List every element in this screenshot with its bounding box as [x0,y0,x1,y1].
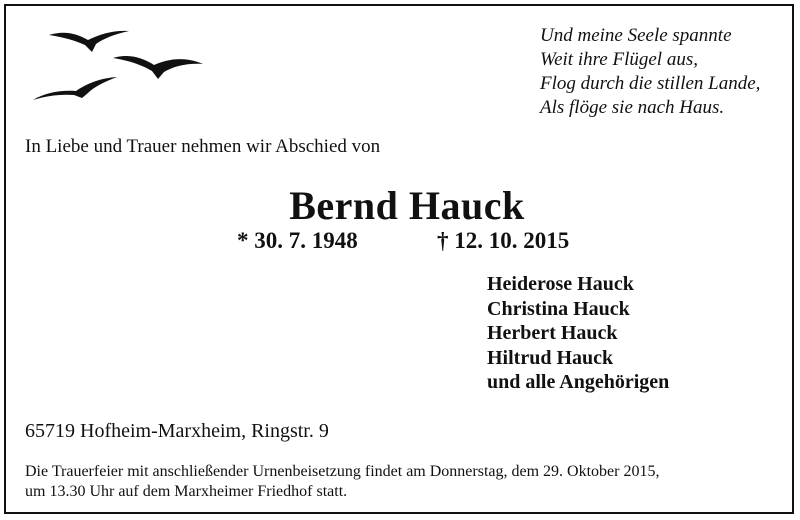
mourner-name: Hiltrud Hauck [487,346,614,369]
service-line: Die Trauerfeier mit anschließender Urnenbeisetzung findet am Donnerstag, dem 29. Oktober 2015, [25,463,660,480]
mourners-list [487,272,669,395]
mourner-name: Heiderose Hauck [487,273,634,295]
poem-line: Flog durch die stillen Lande, [540,73,761,94]
bird-icon [32,74,118,102]
obituary-notice [4,4,794,514]
poem-verse [540,24,760,120]
poem-line: Und meine Seele spannte [540,25,732,46]
mourner-name: Herbert Hauck [487,322,618,344]
poem-line: Als flöge sie nach Haus. [540,97,725,118]
death-date: † 12. 10. 2015 [437,228,570,253]
deceased-name: Bernd Hauck [289,183,525,228]
intro-text: In Liebe und Trauer nehmen wir Abschied von [25,136,381,157]
funeral-service-info [25,462,659,502]
service-line: um 13.30 Uhr auf dem Marxheimer Friedhof statt. [25,483,348,500]
birth-date: * 30. 7. 1948 [237,228,358,253]
mourner-name: Christina Hauck [487,297,630,320]
family-address: 65719 Hofheim-Marxheim, Ringstr. 9 [25,420,329,442]
bird-icon [112,52,204,80]
poem-line: Weit ihre Flügel aus, [540,49,698,70]
bird-icon [48,28,130,54]
flying-birds-icon [28,24,208,114]
mourner-name: und alle Angehörigen [487,371,670,393]
